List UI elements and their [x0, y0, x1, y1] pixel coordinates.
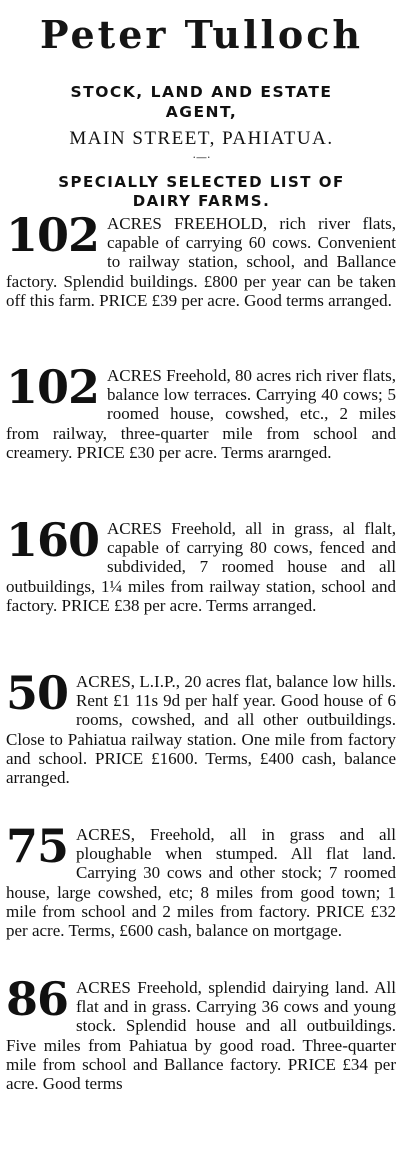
agent-line-2: AGENT, — [165, 103, 238, 121]
agent-line-1: STOCK, LAND AND ESTATE — [70, 83, 333, 101]
listing — [6, 666, 396, 788]
listing — [6, 513, 396, 615]
agent-description — [0, 82, 403, 122]
listing-acreage-number: 160 — [6, 513, 100, 567]
listing-description: ACRES Freehold, all in grass, al flalt, capable of carrying 80 cows, fenced and subdivided, 7 roomed house and all outbuildings, 1¼ miles from railway station, school and factory. PRICE £38 per acre. Terms arranged. — [6, 519, 396, 615]
listing — [6, 208, 396, 310]
agent-name-heading: Peter Tulloch — [39, 12, 364, 57]
listing — [6, 972, 396, 1094]
listing-description: ACRES FREEHOLD, rich river flats, capable of carrying 60 cows. Convenient to railway station, school, and Ballance factory. Splendid buildings. £800 per year can be taken off this farm. PRICE £39 per acre. Good terms arranged. — [6, 214, 396, 310]
listing-acreage-number: 102 — [6, 208, 100, 262]
listing-acreage-number: 102 — [6, 360, 100, 414]
listing — [6, 819, 396, 941]
listing — [6, 360, 396, 462]
list-title-line-2: DAIRY FARMS. — [132, 192, 271, 210]
listing-description: ACRES, L.I.P., 20 acres flat, balance low hills. Rent £1 11s 9d per half year. Good house of 6 rooms, cowshed, and all other outbuildings. Close to Pahiatua railway station. One mile from factory and school. PRICE £1600. Terms, £400 cash, balance arranged. — [6, 672, 396, 788]
address-line: MAIN STREET, PAHIATUA. — [69, 128, 334, 149]
listing-acreage-number: 75 — [6, 819, 69, 873]
list-title-line-1: SPECIALLY SELECTED LIST OF — [58, 173, 345, 191]
listing-description: ACRES Freehold, splendid dairying land. All flat and in grass. Carrying 36 cows and young stock. Splendid house and all outbuildings. Five miles from Pahiatua by good road. Three-quarter mile from school and Ballance factory. PRICE £34 per acre. Good terms — [6, 978, 396, 1094]
listing-description: ACRES Freehold, 80 acres rich river flats, balance low terraces. Carrying 40 cows; 5 roomed house, cowshed, etc., 2 miles from railway, three-quarter mile from school and creamery. PRICE £30 per acre. Terms ararnged. — [6, 366, 396, 462]
listing-description: ACRES, Freehold, all in grass and all ploughable when stumped. All flat land. Carrying 30 cows and other stock; 7 roomed house, large cowshed, etc; 8 miles from good town; 1 mile from school and 2 miles from factory. PRICE £32 per acre. Terms, £600 cash, balance on mortgage. — [6, 825, 396, 941]
listing-acreage-number: 86 — [6, 972, 69, 1026]
listing-acreage-number: 50 — [6, 666, 69, 720]
list-heading — [0, 173, 403, 211]
divider-ornament: ·—· — [192, 151, 211, 164]
